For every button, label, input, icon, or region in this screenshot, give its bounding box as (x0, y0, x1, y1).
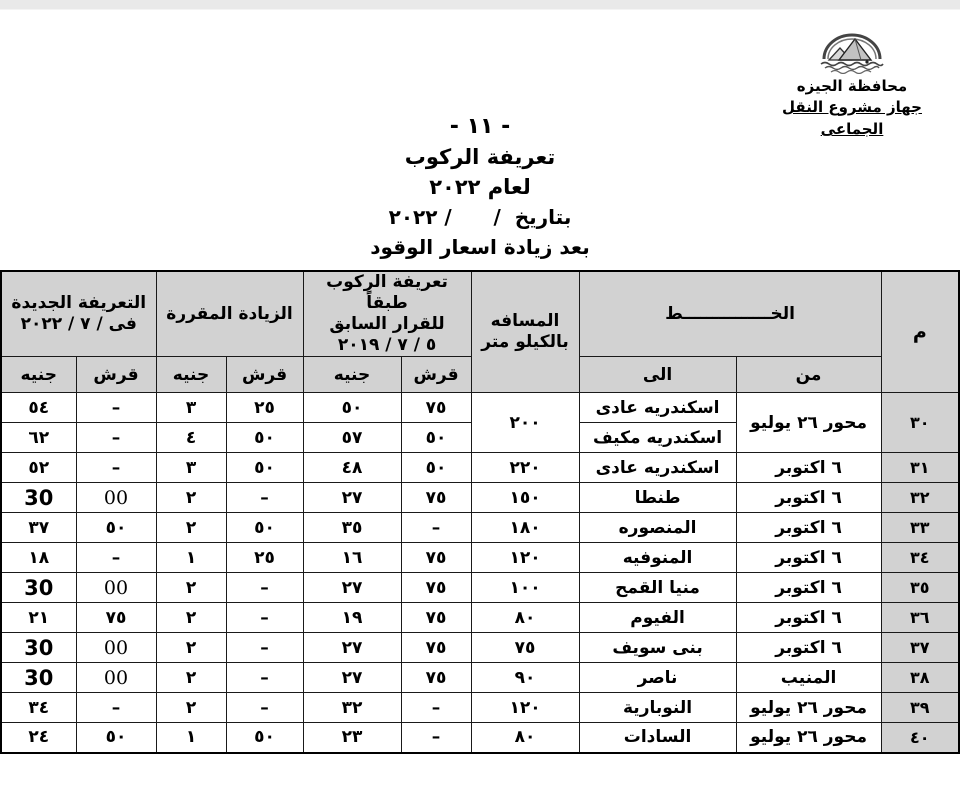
new-geneh-cell: ٣٧ (1, 513, 76, 543)
prev-geneh-cell: ٢٧ (303, 573, 401, 603)
col-header-serial: م (881, 271, 959, 393)
inc-qirsh-cell: ٥٠ (226, 513, 303, 543)
row-number-cell: ٣٨ (881, 663, 959, 693)
distance-cell: ١٠٠ (471, 573, 579, 603)
to-cell: اسكندريه عادى (579, 393, 736, 423)
new-qirsh-cell: 00 (76, 663, 156, 693)
to-cell: اسكندريه مكيف (579, 423, 736, 453)
col-header-previous-fare (303, 271, 471, 357)
inc-geneh-cell: ٢ (156, 633, 226, 663)
new-geneh-cell: ٥٢ (1, 453, 76, 483)
inc-qirsh-cell: – (226, 663, 303, 693)
table-row (1, 513, 959, 543)
new-geneh-cell: ٣٤ (1, 693, 76, 723)
inc-qirsh-cell: – (226, 573, 303, 603)
inc-geneh-cell: ١ (156, 543, 226, 573)
inc-qirsh-cell: – (226, 633, 303, 663)
distance-cell: ٩٠ (471, 663, 579, 693)
inc-qirsh-cell: – (226, 693, 303, 723)
to-cell: منيا القمح (579, 573, 736, 603)
col-header-distance-l1: المسافه (490, 311, 560, 331)
inc-qirsh-cell: – (226, 603, 303, 633)
distance-cell: ٨٠ (471, 723, 579, 753)
prev-qirsh-cell: – (401, 513, 471, 543)
inc-geneh-cell: ١ (156, 723, 226, 753)
prev-geneh-cell: ٥٧ (303, 423, 401, 453)
to-cell: المنصوره (579, 513, 736, 543)
doc-title-tariff: تعريفة الركوب (404, 145, 556, 169)
document-title-block (0, 112, 960, 262)
distance-cell: ٢٢٠ (471, 453, 579, 483)
table-row (1, 603, 959, 633)
giza-governorate-pyramids-logo-icon (815, 22, 889, 74)
new-qirsh-cell: 00 (76, 633, 156, 663)
prev-qirsh-cell: ٥٠ (401, 423, 471, 453)
prev-geneh-cell: ١٦ (303, 543, 401, 573)
row-number-cell: ٣٦ (881, 603, 959, 633)
inc-qirsh-cell: ٥٠ (226, 453, 303, 483)
new-geneh-cell: 30 (1, 633, 76, 663)
to-cell: طنطا (579, 483, 736, 513)
prev-qirsh-cell: ٥٠ (401, 453, 471, 483)
new-geneh-cell: 30 (1, 483, 76, 513)
new-qirsh-cell: ٧٥ (76, 603, 156, 633)
inc-geneh-cell: ٢ (156, 513, 226, 543)
row-number-cell: ٣٤ (881, 543, 959, 573)
table-row (1, 393, 959, 423)
col-header-new-fare-l2: فى / ٧ / ٢٠٢٢ (20, 314, 137, 334)
col-header-prev-qirsh: قرش (401, 357, 471, 393)
prev-qirsh-cell: ٧٥ (401, 573, 471, 603)
inc-geneh-cell: ٢ (156, 663, 226, 693)
to-cell: بنى سويف (579, 633, 736, 663)
inc-qirsh-cell: ٥٠ (226, 723, 303, 753)
table-row (1, 453, 959, 483)
col-header-previous-fare-l3: ٥ / ٧ / ٢٠١٩ (337, 335, 437, 355)
table-row (1, 633, 959, 663)
prev-geneh-cell: ٣٥ (303, 513, 401, 543)
prev-qirsh-cell: ٧٥ (401, 663, 471, 693)
from-cell: ٦ اكتوبر (736, 513, 881, 543)
col-header-new-fare (1, 271, 156, 357)
new-qirsh-cell: 00 (76, 573, 156, 603)
from-cell: ٦ اكتوبر (736, 483, 881, 513)
inc-geneh-cell: ٢ (156, 573, 226, 603)
fare-table (0, 270, 960, 754)
row-number-cell: ٣١ (881, 453, 959, 483)
inc-geneh-cell: ٢ (156, 483, 226, 513)
col-header-increase: الزيادة المقررة (156, 271, 303, 357)
col-header-previous-fare-l2: للقرار السابق (329, 314, 445, 334)
table-row (1, 663, 959, 693)
inc-qirsh-cell: – (226, 483, 303, 513)
col-header-inc-qirsh: قرش (226, 357, 303, 393)
new-qirsh-cell: – (76, 693, 156, 723)
row-number-cell: ٣٢ (881, 483, 959, 513)
to-cell: ناصر (579, 663, 736, 693)
distance-cell: ٨٠ (471, 603, 579, 633)
inc-geneh-cell: ٣ (156, 393, 226, 423)
org-name-governorate: محافظة الجيزه (796, 77, 908, 95)
col-header-new-qirsh: قرش (76, 357, 156, 393)
table-row (1, 693, 959, 723)
col-header-previous-fare-l1: تعريفة الركوب طبقاً (326, 272, 448, 313)
inc-geneh-cell: ٣ (156, 453, 226, 483)
row-number-cell: ٣٠ (881, 393, 959, 453)
new-geneh-cell: 30 (1, 663, 76, 693)
prev-geneh-cell: ٢٣ (303, 723, 401, 753)
prev-qirsh-cell: – (401, 693, 471, 723)
new-qirsh-cell: – (76, 453, 156, 483)
to-cell: المنوفيه (579, 543, 736, 573)
row-number-cell: ٤٠ (881, 723, 959, 753)
to-cell: اسكندريه عادى (579, 453, 736, 483)
new-geneh-cell: ٢٤ (1, 723, 76, 753)
col-header-line-group: الخـــــــــــــــط (579, 271, 881, 357)
prev-qirsh-cell: ٧٥ (401, 393, 471, 423)
distance-cell: ١٨٠ (471, 513, 579, 543)
to-cell: الفيوم (579, 603, 736, 633)
table-row (1, 573, 959, 603)
col-header-new-geneh: جنيه (1, 357, 76, 393)
prev-geneh-cell: ٣٢ (303, 693, 401, 723)
prev-geneh-cell: ١٩ (303, 603, 401, 633)
fare-table-body (1, 393, 959, 753)
prev-qirsh-cell: ٧٥ (401, 633, 471, 663)
new-qirsh-cell: – (76, 543, 156, 573)
prev-geneh-cell: ٥٠ (303, 393, 401, 423)
inc-qirsh-cell: ٢٥ (226, 543, 303, 573)
prev-geneh-cell: ٤٨ (303, 453, 401, 483)
from-cell: محور ٢٦ يوليو (736, 723, 881, 753)
col-header-prev-geneh: جنيه (303, 357, 401, 393)
new-geneh-cell: ٢١ (1, 603, 76, 633)
inc-qirsh-cell: ٢٥ (226, 393, 303, 423)
col-header-to: الى (579, 357, 736, 393)
distance-cell: ٧٥ (471, 633, 579, 663)
new-qirsh-cell: 00 (76, 483, 156, 513)
prev-qirsh-cell: ٧٥ (401, 483, 471, 513)
inc-geneh-cell: ٢ (156, 603, 226, 633)
inc-qirsh-cell: ٥٠ (226, 423, 303, 453)
col-header-new-fare-l1: التعريفة الجديدة (11, 293, 147, 313)
from-cell: ٦ اكتوبر (736, 453, 881, 483)
new-qirsh-cell: – (76, 393, 156, 423)
distance-cell: ١٢٠ (471, 543, 579, 573)
new-geneh-cell: ٦٢ (1, 423, 76, 453)
table-row (1, 543, 959, 573)
doc-title-year: لعام ٢٠٢٢ (429, 175, 531, 199)
doc-title-date: بتاريخ / / ٢٠٢٢ (388, 205, 572, 229)
distance-cell: ١٥٠ (471, 483, 579, 513)
prev-qirsh-cell: ٧٥ (401, 543, 471, 573)
from-cell: ٦ اكتوبر (736, 573, 881, 603)
from-cell: محور ٢٦ يوليو (736, 693, 881, 723)
distance-cell: ٢٠٠ (471, 393, 579, 453)
inc-geneh-cell: ٤ (156, 423, 226, 453)
row-number-cell: ٣٧ (881, 633, 959, 663)
page-number: - ١١ - (449, 114, 511, 139)
row-number-cell: ٣٩ (881, 693, 959, 723)
prev-geneh-cell: ٢٧ (303, 633, 401, 663)
col-header-inc-geneh: جنيه (156, 357, 226, 393)
from-cell: ٦ اكتوبر (736, 543, 881, 573)
inc-geneh-cell: ٢ (156, 693, 226, 723)
table-row (1, 483, 959, 513)
org-name-transit-authority: جهاز مشروع النقل الجماعى (782, 98, 922, 138)
scan-top-strip (0, 0, 960, 10)
row-number-cell: ٣٣ (881, 513, 959, 543)
new-geneh-cell: 30 (1, 573, 76, 603)
new-qirsh-cell: ٥٠ (76, 513, 156, 543)
col-header-from: من (736, 357, 881, 393)
new-qirsh-cell: – (76, 423, 156, 453)
from-cell: ٦ اكتوبر (736, 633, 881, 663)
row-number-cell: ٣٥ (881, 573, 959, 603)
from-cell: محور ٢٦ يوليو (736, 393, 881, 453)
new-geneh-cell: ٥٤ (1, 393, 76, 423)
to-cell: النوبارية (579, 693, 736, 723)
col-header-distance-l2: بالكيلو متر (481, 332, 569, 352)
doc-title-fuel-note: بعد زيادة اسعار الوقود (370, 235, 590, 259)
from-cell: المنيب (736, 663, 881, 693)
prev-geneh-cell: ٢٧ (303, 483, 401, 513)
to-cell: السادات (579, 723, 736, 753)
distance-cell: ١٢٠ (471, 693, 579, 723)
table-row (1, 723, 959, 753)
prev-qirsh-cell: – (401, 723, 471, 753)
new-geneh-cell: ١٨ (1, 543, 76, 573)
prev-qirsh-cell: ٧٥ (401, 603, 471, 633)
prev-geneh-cell: ٢٧ (303, 663, 401, 693)
from-cell: ٦ اكتوبر (736, 603, 881, 633)
new-qirsh-cell: ٥٠ (76, 723, 156, 753)
col-header-distance (471, 271, 579, 393)
